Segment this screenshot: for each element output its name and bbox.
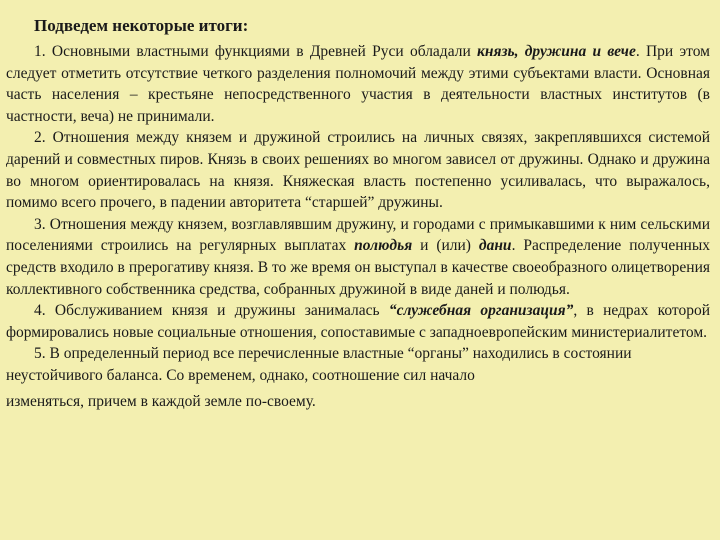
summary-item-1 [6, 41, 710, 127]
page-title: Подведем некоторые итоги: [34, 16, 249, 35]
summary-item-4-emphasis: “служебная организация” [388, 302, 574, 320]
summary-item-1-lead: 1. Основными властными функциями в Древней Руси обладали [34, 43, 478, 60]
summary-item-3-emphasis-1: полюдья [354, 237, 413, 255]
summary-item-5-text: 5. В определенный период все перечисленные властные “органы” находились в состоянии неустойчивого баланса. Со временем, однако, соотношение сил начало [6, 345, 632, 384]
summary-item-3-emphasis-2: дани [478, 237, 512, 255]
summary-item-1-rest: . При этом следует отметить отсутствие четкого разделения полномочий между этими субъектами власти. Основная часть населения – крестьяне непосредственного участия в деятельности властных институтов (в частности, веча) не принимали. [6, 43, 710, 125]
summary-item-1-emphasis: князь, дружина и вече [477, 43, 636, 60]
summary-item-3-rest: . Распределение полученных средств входило в прерогативу князя. В то же время он выступал в качестве своеобразного олицетворения коллективного собственника средства, собранных дружиной в виде даней и полюдья. [6, 237, 710, 298]
summary-item-3-mid: и (или) [412, 237, 479, 255]
summary-item-4 [6, 300, 710, 343]
summary-item-3-lead: 3. Отношения между князем, возглавлявшим дружину, и городами с примыкавшими к ним сельскими поселениями строились на регулярных выплатах [6, 215, 710, 255]
summary-item-3 [6, 214, 710, 300]
summary-item-4-rest: , в недрах которой формировались новые социальные отношения, сопоставимые с западноевропейским министериалитетом. [6, 302, 710, 341]
summary-item-4-lead: 4. Обслуживанием князя и дружины занималась [34, 302, 389, 320]
summary-item-5 [6, 343, 710, 412]
summary-text [6, 41, 710, 412]
summary-item-2: 2. Отношения между князем и дружиной строились на личных связях, закреплявшихся системой дарений и совместных пиров. Князь в своих решениях во многом зависел от дружины. Однако и дружина во многом ориентировалась на князя. Княжеская власть постепенно усиливалась, что выражалось, помимо всего прочего, в падении авторитета “старшей” дружины. [6, 129, 710, 212]
summary-item-5-tail: изменяться, причем в каждой земле по-своему. [6, 392, 316, 410]
